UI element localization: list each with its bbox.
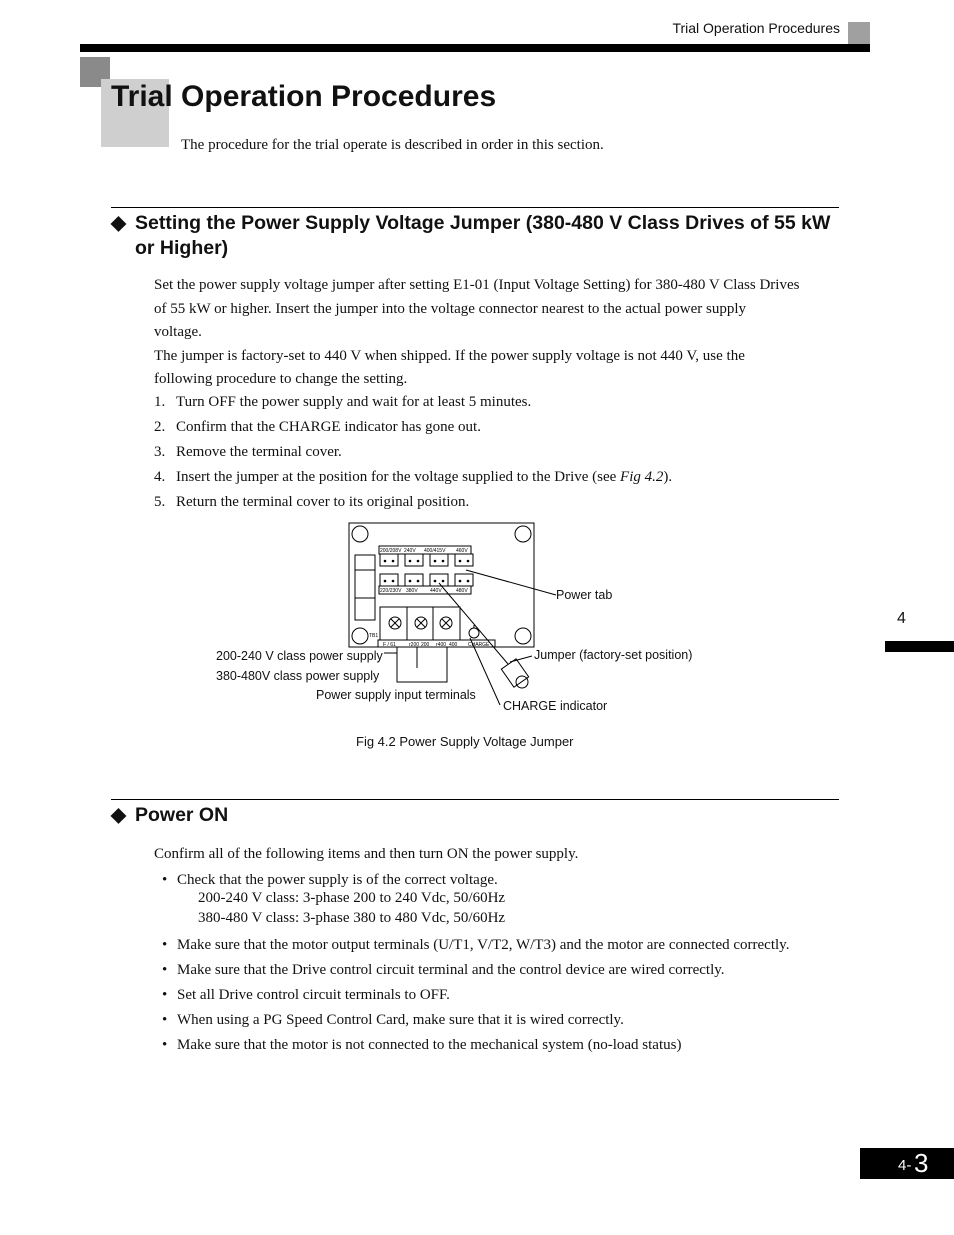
connector-label: 400/415V bbox=[424, 548, 446, 554]
terminal-block-label: TB1 bbox=[369, 633, 379, 639]
terminal-label: r400 bbox=[436, 642, 447, 648]
figure-reference: Fig 4.2 bbox=[620, 469, 664, 485]
list-item: 1. Turn OFF the power supply and wait for at least 5 minutes. bbox=[154, 394, 532, 410]
page-title: Trial Operation Procedures bbox=[111, 80, 497, 113]
callout-200v-class: 200-240 V class power supply bbox=[216, 649, 383, 663]
callout-power-tab: Power tab bbox=[556, 588, 613, 602]
section-title-power-on: ◆ Power ON bbox=[111, 804, 229, 826]
connector-label: 380V bbox=[406, 588, 418, 594]
diamond-icon: ◆ bbox=[111, 804, 126, 826]
page-number-box bbox=[860, 1148, 954, 1179]
list-item: • Make sure that the motor output terminals (U/T1, V/T2, W/T3) and the motor are connected correctly. bbox=[162, 937, 790, 953]
terminal-label: r200 bbox=[409, 642, 420, 648]
connector-label: 220/230V bbox=[380, 588, 402, 594]
paragraph: Set the power supply voltage jumper after setting E1-01 (Input Voltage Setting) for 380-480 V Class Drives of 55 kW or higher. Insert the jumper into the voltage connector nearest to the actual power supply voltage. The jumper is factory-set to 440 V when shipped. If the power supply voltage is not 440 V, use the following procedure to change the setting. bbox=[154, 277, 800, 387]
page-intro: The procedure for the trial operate is described in order in this section. bbox=[181, 137, 604, 153]
paragraph: Confirm all of the following items and then turn ON the power supply. bbox=[154, 846, 579, 862]
list-item: • Make sure that the motor is not connected to the mechanical system (no-load status) bbox=[162, 1037, 682, 1053]
list-item: • When using a PG Speed Control Card, make sure that it is wired correctly. bbox=[162, 1012, 624, 1028]
callout-charge-indicator: CHARGE indicator bbox=[503, 699, 608, 713]
list-item: 3. Remove the terminal cover. bbox=[154, 444, 342, 460]
page-number: 3 bbox=[914, 1148, 929, 1178]
terminal-label: CHARGE bbox=[468, 642, 490, 648]
page-number-prefix: 4- bbox=[898, 1157, 912, 1174]
list-subitem: 380-480 V class: 3-phase 380 to 480 Vdc, 50/60Hz bbox=[198, 910, 506, 926]
connector-label: 440V bbox=[430, 588, 442, 594]
terminal-label: 400 bbox=[449, 642, 458, 648]
list-item: • Set all Drive control circuit terminals to OFF. bbox=[162, 987, 450, 1003]
callout-input-terminals: Power supply input terminals bbox=[316, 688, 476, 702]
list-item: 5. Return the terminal cover to its original position. bbox=[154, 494, 470, 510]
header-rule bbox=[80, 44, 870, 52]
list-item: 2. Confirm that the CHARGE indicator has gone out. bbox=[154, 419, 481, 435]
terminal-label: 200 bbox=[421, 642, 430, 648]
diamond-icon: ◆ bbox=[111, 212, 126, 234]
chapter-number: 4 bbox=[897, 610, 906, 627]
header-square bbox=[848, 22, 870, 44]
list-item: • Make sure that the Drive control circuit terminal and the control device are wired correctly. bbox=[162, 962, 725, 978]
section-rule bbox=[111, 799, 839, 800]
chapter-tab-bar bbox=[885, 641, 954, 652]
connector-label: 480V bbox=[456, 588, 468, 594]
connector-label: 240V bbox=[404, 548, 416, 554]
connector-label: 200/208V bbox=[380, 548, 402, 554]
figure-caption: Fig 4.2 Power Supply Voltage Jumper bbox=[356, 734, 574, 749]
terminal-label: F / 61 bbox=[383, 642, 396, 648]
callout-jumper: Jumper (factory-set position) bbox=[534, 648, 693, 662]
list-item: • Check that the power supply is of the correct voltage. bbox=[162, 872, 498, 888]
connector-label: 460V bbox=[456, 548, 468, 554]
list-item: 4. Insert the jumper at the position for the voltage supplied to the Drive (see Fig 4.2). bbox=[154, 469, 673, 485]
running-title: Trial Operation Procedures bbox=[672, 20, 840, 36]
section-rule bbox=[111, 207, 839, 208]
list-subitem: 200-240 V class: 3-phase 200 to 240 Vdc, 50/60Hz bbox=[198, 890, 506, 906]
callout-380v-class: 380-480V class power supply bbox=[216, 669, 380, 683]
section-title-voltage-jumper: ◆ Setting the Power Supply Voltage Jumper (380-480 V Class Drives of 55 kW or Higher) bbox=[111, 212, 831, 259]
